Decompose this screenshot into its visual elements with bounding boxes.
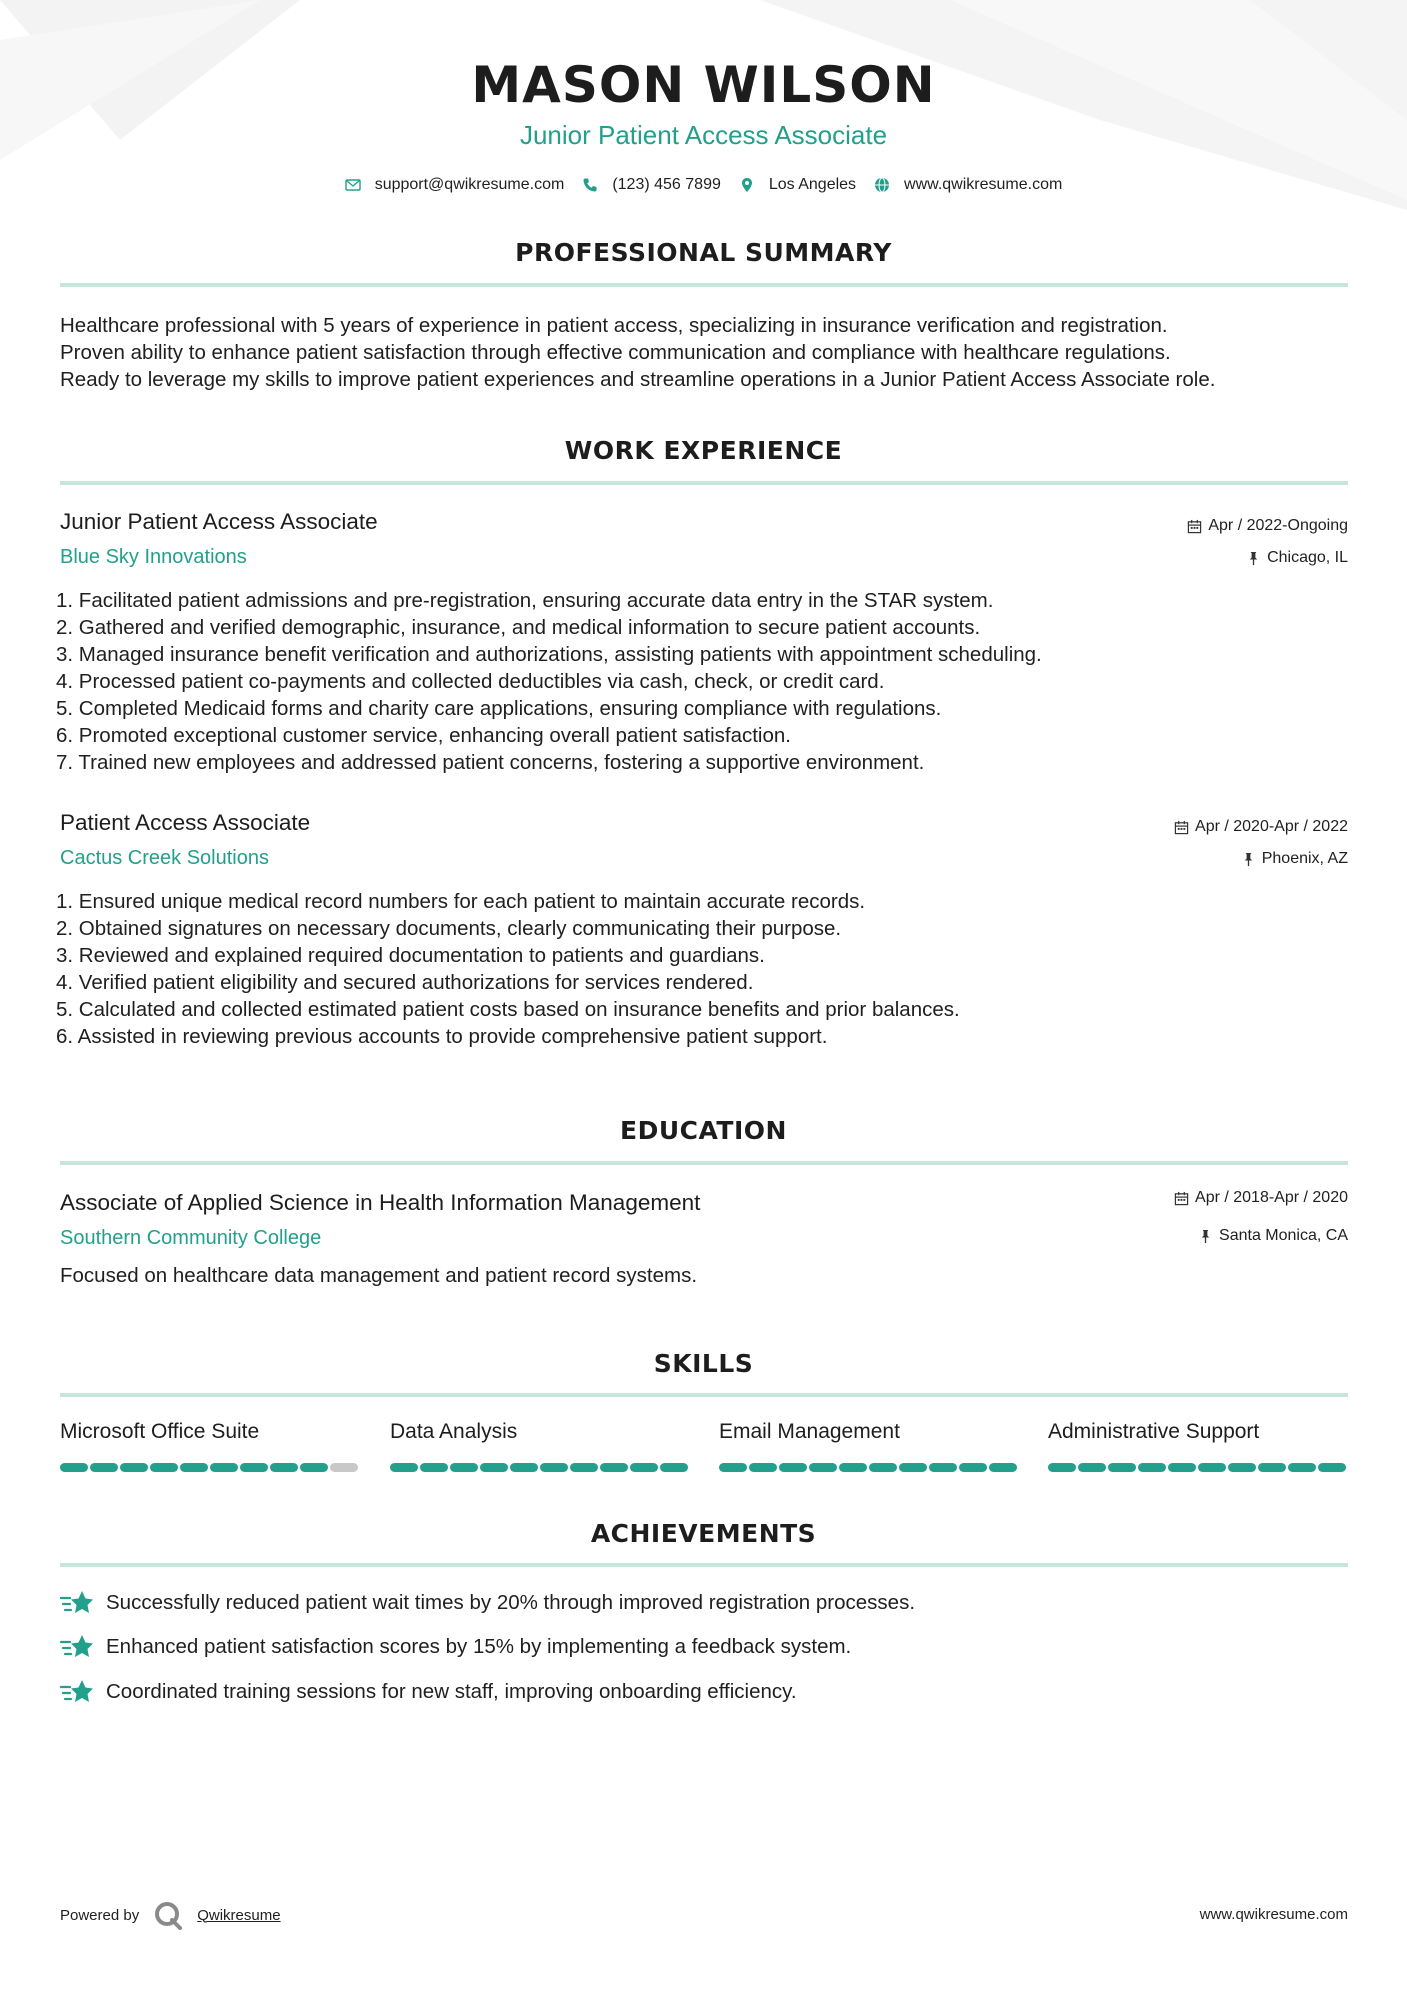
skill-dot-filled <box>630 1463 658 1472</box>
summary-divider <box>60 283 1348 287</box>
skill-dot-filled <box>1258 1463 1286 1472</box>
job-company: Blue Sky Innovations <box>60 546 247 568</box>
list-item: 5. Completed Medicaid forms and charity care applications, ensuring compliance with regulations. <box>56 697 942 720</box>
skill-dot-filled <box>1138 1463 1166 1472</box>
job-location <box>1241 850 1348 868</box>
list-item: 3. Reviewed and explained required documentation to patients and guardians. <box>56 944 765 967</box>
skill-dot-filled <box>1318 1463 1346 1472</box>
summary-line: Healthcare professional with 5 years of experience in patient access, specializing in insurance verification and registration. <box>60 314 1168 337</box>
email-text: support@qwikresume.com <box>374 176 565 193</box>
list-item: 1. Ensured unique medical record numbers for each patient to maintain accurate records. <box>56 890 866 913</box>
skill-dot-filled <box>90 1463 118 1472</box>
brand-link[interactable]: Qwikresume <box>197 1906 281 1924</box>
skill-dot-filled <box>1228 1463 1256 1472</box>
skill-dot-filled <box>210 1463 238 1472</box>
achievement-text: Coordinated training sessions for new staff, improving onboarding efficiency. <box>106 1680 797 1703</box>
skill-dot-filled <box>749 1463 777 1472</box>
skill-item <box>719 1420 1019 1472</box>
skill-dot-filled <box>959 1463 987 1472</box>
list-item: 3. Managed insurance benefit verification and authorizations, assisting patients with appointment scheduling. <box>56 643 1042 666</box>
location-text: Los Angeles <box>768 176 857 193</box>
skill-dot-filled <box>180 1463 208 1472</box>
skill-dot-filled <box>779 1463 807 1472</box>
education-dates-text: Apr / 2018-Apr / 2020 <box>1195 1189 1348 1206</box>
skill-dot-empty <box>330 1463 358 1472</box>
list-item: 2. Obtained signatures on necessary documents, clearly communicating their purpose. <box>56 917 842 940</box>
skill-dot-filled <box>240 1463 268 1472</box>
achievement-item <box>60 1678 1310 1706</box>
skill-dot-filled <box>570 1463 598 1472</box>
skill-dot-filled <box>1108 1463 1136 1472</box>
achievement-text: Successfully reduced patient wait times by 20% through improved registration processes. <box>106 1591 916 1614</box>
skill-dot-filled <box>1078 1463 1106 1472</box>
summary-line: Ready to leverage my skills to improve patient experiences and streamline operations in a Junior Patient Access Associate role. <box>60 368 1216 391</box>
achievements-heading: ACHIEVEMENTS <box>590 1519 817 1548</box>
skill-dot-filled <box>869 1463 897 1472</box>
pushpin-icon <box>1241 852 1256 867</box>
list-item: 6. Promoted exceptional customer service, enhancing overall patient satisfaction. <box>56 724 791 747</box>
footer-powered-by <box>60 1900 281 1930</box>
education-description: Focused on healthcare data management and patient record systems. <box>60 1264 698 1287</box>
skill-dot-filled <box>60 1463 88 1472</box>
skill-name: Email Management <box>719 1420 900 1443</box>
job-dates-text: Apr / 2022-Ongoing <box>1208 517 1348 534</box>
phone-icon <box>582 177 598 193</box>
skill-dot-filled <box>1168 1463 1196 1472</box>
skill-dot-filled <box>510 1463 538 1472</box>
skill-dot-filled <box>150 1463 178 1472</box>
pushpin-icon <box>1198 1229 1213 1244</box>
list-item: 4. Verified patient eligibility and secured authorizations for services rendered. <box>56 971 754 994</box>
list-item: 5. Calculated and collected estimated patient costs based on insurance benefits and prior balances. <box>56 998 960 1021</box>
skill-rating <box>60 1463 360 1472</box>
job-title: Junior Patient Access Associate <box>60 509 378 534</box>
job-company: Cactus Creek Solutions <box>60 847 269 869</box>
map-pin-icon <box>739 177 755 193</box>
skill-dot-filled <box>989 1463 1017 1472</box>
calendar-icon <box>1187 519 1202 534</box>
summary-line: Proven ability to enhance patient satisfaction through effective communication and compliance with healthcare regulations. <box>60 341 1171 364</box>
list-item: 1. Facilitated patient admissions and pre-registration, ensuring accurate data entry in the STAR system. <box>56 589 994 612</box>
star-badge-icon <box>60 1633 94 1661</box>
job-dates <box>1187 517 1348 535</box>
skill-dot-filled <box>899 1463 927 1472</box>
achievement-item <box>60 1589 1310 1617</box>
experience-heading: WORK EXPERIENCE <box>564 436 843 465</box>
contact-email[interactable] <box>345 176 565 194</box>
skill-dot-filled <box>420 1463 448 1472</box>
skill-dot-filled <box>660 1463 688 1472</box>
skill-name: Microsoft Office Suite <box>60 1420 260 1443</box>
skill-dot-filled <box>839 1463 867 1472</box>
job-dates-text: Apr / 2020-Apr / 2022 <box>1195 818 1348 835</box>
star-badge-icon <box>60 1589 94 1617</box>
skill-rating <box>1048 1463 1348 1472</box>
skill-name: Administrative Support <box>1048 1420 1260 1443</box>
job-location-text: Phoenix, AZ <box>1261 850 1348 867</box>
job-location-text: Chicago, IL <box>1267 549 1348 566</box>
skill-dot-filled <box>450 1463 478 1472</box>
skill-dot-filled <box>540 1463 568 1472</box>
job-dates <box>1174 818 1348 836</box>
skill-rating <box>390 1463 690 1472</box>
education-location-text: Santa Monica, CA <box>1219 1227 1348 1244</box>
calendar-icon <box>1174 820 1189 835</box>
education-location <box>1198 1227 1348 1245</box>
job-title: Patient Access Associate <box>60 810 311 835</box>
skill-dot-filled <box>120 1463 148 1472</box>
skill-dot-filled <box>480 1463 508 1472</box>
skill-item <box>60 1420 360 1472</box>
powered-by-label: Powered by <box>60 1906 140 1924</box>
website-text: www.qwikresume.com <box>904 176 1063 193</box>
calendar-icon <box>1174 1191 1189 1206</box>
degree-title: Associate of Applied Science in Health Information Management <box>60 1190 701 1215</box>
skill-dot-filled <box>600 1463 628 1472</box>
list-item: 2. Gathered and verified demographic, insurance, and medical information to secure patient accounts. <box>56 616 981 639</box>
pushpin-icon <box>1246 551 1261 566</box>
job-location <box>1246 549 1348 567</box>
education-heading: EDUCATION <box>620 1116 787 1145</box>
skill-dot-filled <box>719 1463 747 1472</box>
education-dates <box>1174 1189 1348 1207</box>
skill-dot-filled <box>1048 1463 1076 1472</box>
contact-location <box>739 176 856 194</box>
list-item: 4. Processed patient co-payments and collected deductibles via cash, check, or credit card. <box>56 670 885 693</box>
job-responsibilities <box>56 888 1306 1050</box>
candidate-role: Junior Patient Access Associate <box>519 120 888 150</box>
skill-name: Data Analysis <box>390 1420 518 1443</box>
skill-item <box>1048 1420 1348 1472</box>
skill-dot-filled <box>1198 1463 1226 1472</box>
skills-divider <box>60 1393 1348 1397</box>
candidate-name: MASON WILSON <box>471 56 936 114</box>
skill-dot-filled <box>390 1463 418 1472</box>
contact-website[interactable] <box>874 176 1062 194</box>
star-badge-icon <box>60 1678 94 1706</box>
school-name: Southern Community College <box>60 1227 322 1249</box>
footer-website-link[interactable]: www.qwikresume.com <box>1199 1906 1348 1923</box>
skill-dot-filled <box>270 1463 298 1472</box>
summary-heading: PROFESSIONAL SUMMARY <box>515 238 892 267</box>
list-item: 6. Assisted in reviewing previous accounts to provide comprehensive patient support. <box>56 1025 828 1048</box>
skill-dot-filled <box>929 1463 957 1472</box>
skill-rating <box>719 1463 1019 1472</box>
skill-item <box>390 1420 690 1472</box>
summary-text <box>60 312 1350 393</box>
phone-text: (123) 456 7899 <box>612 176 721 193</box>
globe-icon <box>874 177 890 193</box>
skill-dot-filled <box>809 1463 837 1472</box>
skills-heading: SKILLS <box>653 1349 754 1378</box>
qwikresume-logo-icon <box>153 1900 183 1930</box>
envelope-icon <box>345 177 361 193</box>
education-divider <box>60 1161 1348 1165</box>
achievements-divider <box>60 1563 1348 1567</box>
list-item: 7. Trained new employees and addressed patient concerns, fostering a supportive environment. <box>56 751 925 774</box>
experience-divider <box>60 481 1348 485</box>
job-responsibilities <box>56 587 1306 776</box>
contact-phone[interactable] <box>582 176 721 194</box>
skill-dot-filled <box>300 1463 328 1472</box>
contact-row <box>0 173 1407 197</box>
achievement-item <box>60 1633 1310 1661</box>
skill-dot-filled <box>1288 1463 1316 1472</box>
achievement-text: Enhanced patient satisfaction scores by 15% by implementing a feedback system. <box>106 1635 852 1658</box>
